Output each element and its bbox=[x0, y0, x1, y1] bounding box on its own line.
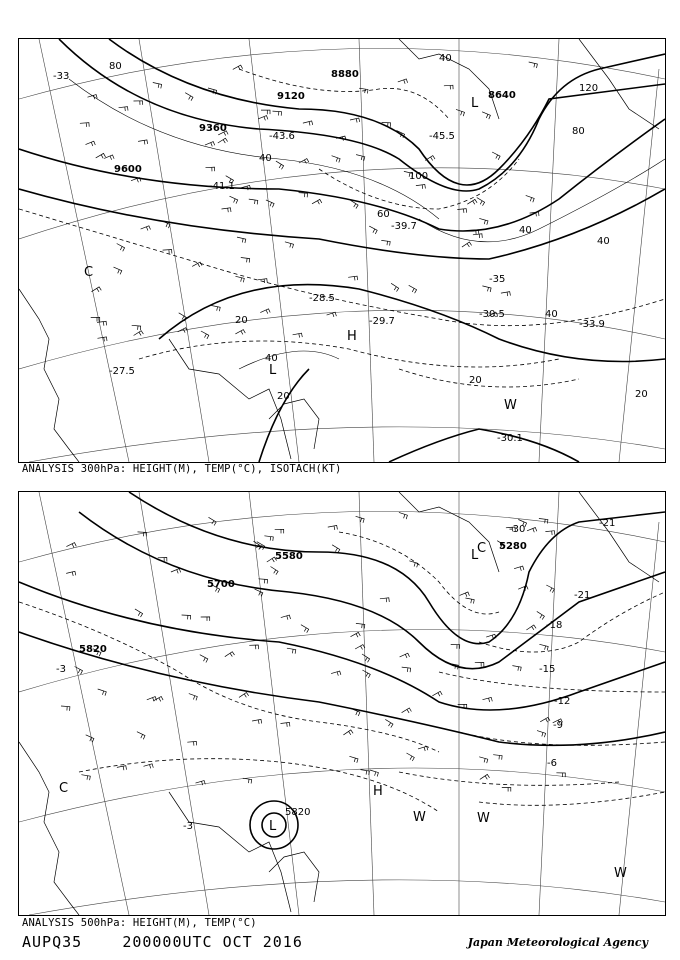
wind-barb bbox=[537, 611, 545, 619]
temp-label: -9 bbox=[553, 720, 563, 731]
wind-barb bbox=[457, 209, 466, 213]
height-label-9360: 9360 bbox=[199, 123, 227, 134]
wind-barb bbox=[285, 242, 294, 248]
temp-label: -45.5 bbox=[429, 131, 455, 142]
temp-label: -28.5 bbox=[309, 293, 335, 304]
wind-barb bbox=[369, 226, 377, 234]
wind-barb bbox=[179, 313, 187, 321]
wind-barb bbox=[529, 62, 538, 68]
low-pressure-marker: L bbox=[269, 363, 277, 378]
temp-label: -35 bbox=[489, 274, 506, 285]
wind-barb bbox=[526, 625, 536, 630]
map-panel-300hpa bbox=[18, 38, 666, 463]
wind-barb bbox=[332, 156, 341, 163]
wind-barb bbox=[233, 65, 243, 70]
isotach-label: 40 bbox=[439, 53, 452, 64]
wind-barb bbox=[134, 101, 143, 105]
map-300hpa-svg bbox=[19, 39, 665, 462]
wind-barb bbox=[312, 199, 322, 204]
wind-barb bbox=[482, 112, 490, 119]
wind-barb bbox=[444, 85, 453, 89]
wind-barb bbox=[98, 337, 108, 341]
temp-label: -30 bbox=[509, 524, 526, 535]
wind-barb bbox=[61, 706, 70, 711]
wind-barb bbox=[482, 286, 491, 292]
wind-barb bbox=[225, 652, 235, 657]
isotach-label: 20 bbox=[235, 315, 248, 326]
wind-barb bbox=[249, 199, 258, 204]
wind-barb bbox=[409, 285, 417, 293]
wind-barb bbox=[92, 287, 102, 292]
isotach-label: 20 bbox=[277, 391, 290, 402]
wind-barb bbox=[271, 567, 279, 575]
wind-barb bbox=[328, 525, 338, 530]
wind-barb bbox=[479, 218, 488, 224]
wind-barb bbox=[432, 691, 442, 696]
wind-barb bbox=[409, 561, 418, 568]
wind-barb bbox=[502, 787, 511, 791]
wind-barb bbox=[465, 598, 474, 604]
wind-barb bbox=[467, 199, 477, 204]
wind-barb bbox=[276, 161, 284, 169]
wind-barb bbox=[211, 306, 220, 312]
wind-barb bbox=[281, 615, 291, 620]
caption-300hpa: ANALYSIS 300hPa: HEIGHT(M), TEMP(°C), ISOTACH(KT) bbox=[22, 463, 342, 475]
wind-barb bbox=[98, 689, 107, 696]
wind-barb bbox=[293, 333, 303, 338]
warm-marker: W bbox=[477, 811, 490, 826]
wind-barb bbox=[236, 276, 245, 282]
isotachs bbox=[69, 79, 665, 369]
temp-label: -29.7 bbox=[369, 316, 395, 327]
wind-barb bbox=[237, 237, 246, 243]
wind-barb bbox=[119, 107, 128, 111]
wind-barb bbox=[235, 330, 245, 335]
wind-barb bbox=[402, 667, 411, 672]
temp-label: -30.5 bbox=[479, 309, 505, 320]
wind-barb bbox=[492, 152, 500, 160]
wind-barb bbox=[144, 764, 154, 769]
wind-barb bbox=[138, 140, 148, 145]
height-label-9600: 9600 bbox=[114, 164, 142, 175]
wind-barb bbox=[141, 226, 151, 231]
wind-barb bbox=[201, 331, 209, 339]
wind-barb bbox=[201, 617, 210, 621]
wind-barb bbox=[266, 200, 274, 207]
low-pressure-marker: L bbox=[269, 819, 277, 834]
wind-barb bbox=[86, 141, 96, 146]
wind-barb bbox=[362, 654, 370, 662]
isotach-label: 40 bbox=[519, 225, 532, 236]
wind-barb bbox=[239, 693, 249, 698]
temp-label: -3 bbox=[183, 821, 193, 832]
isotach-label: 120 bbox=[579, 83, 599, 94]
wind-barb bbox=[385, 719, 393, 727]
isotherms bbox=[19, 69, 665, 387]
height-label-5280: 5280 bbox=[499, 541, 527, 552]
wind-barb bbox=[493, 755, 502, 760]
wind-barb bbox=[501, 292, 511, 297]
height-label-5700: 5700 bbox=[207, 579, 235, 590]
high-pressure-marker: H bbox=[347, 329, 357, 344]
cold-marker: C bbox=[477, 541, 487, 556]
wind-barb bbox=[117, 766, 127, 771]
wind-barb bbox=[192, 262, 202, 267]
low-pressure-marker: L bbox=[471, 96, 479, 111]
wind-barb bbox=[147, 697, 157, 702]
wind-barb bbox=[258, 279, 267, 283]
wind-barb bbox=[171, 569, 181, 574]
wind-barb bbox=[402, 708, 412, 713]
wind-barb bbox=[205, 142, 215, 147]
wind-barb bbox=[182, 615, 191, 620]
wind-barb bbox=[258, 116, 268, 121]
wind-barb bbox=[264, 536, 273, 541]
wind-barb bbox=[425, 156, 435, 161]
wind-barb bbox=[153, 83, 162, 89]
wind-barb bbox=[260, 309, 270, 314]
cold-marker: C bbox=[84, 265, 94, 280]
wind-barb bbox=[400, 653, 410, 658]
chart-code: AUPQ35 bbox=[22, 933, 83, 951]
height-label-5580: 5580 bbox=[275, 551, 303, 562]
wind-barb bbox=[96, 153, 106, 158]
wind-barb bbox=[351, 632, 361, 637]
height-label-5820-low: 5820 bbox=[285, 807, 311, 818]
wind-barb bbox=[301, 625, 309, 633]
wind-barb bbox=[243, 778, 252, 783]
map-panel-500hpa bbox=[18, 491, 666, 916]
wind-barb bbox=[479, 757, 488, 763]
temp-label: -6 bbox=[547, 758, 557, 769]
wind-barb bbox=[512, 666, 521, 672]
wind-barb bbox=[281, 722, 290, 726]
wind-barb bbox=[398, 79, 408, 84]
wind-barb bbox=[343, 730, 353, 735]
isotach-label: 40 bbox=[265, 353, 278, 364]
wind-barb bbox=[261, 110, 270, 114]
wind-barb bbox=[451, 645, 460, 649]
temp-label: -33 bbox=[53, 71, 70, 82]
height-label-5820: 5820 bbox=[79, 644, 107, 655]
wind-barb bbox=[200, 655, 208, 663]
wind-barb bbox=[546, 585, 554, 593]
wind-barb bbox=[350, 118, 360, 123]
temp-label: -15 bbox=[539, 664, 556, 675]
wind-barb bbox=[230, 196, 238, 203]
wind-barb bbox=[418, 746, 428, 751]
wind-barb bbox=[518, 586, 528, 591]
isotach-label: 40 bbox=[597, 236, 610, 247]
high-pressure-marker: H bbox=[373, 784, 383, 799]
graticule bbox=[19, 39, 665, 462]
wind-barb bbox=[526, 195, 535, 202]
wind-barb bbox=[545, 531, 554, 535]
wind-barb bbox=[153, 697, 163, 702]
cold-marker: C bbox=[59, 781, 69, 796]
wind-barbs bbox=[61, 512, 565, 791]
wind-barb bbox=[349, 756, 358, 763]
wind-barb bbox=[462, 242, 472, 247]
wind-barb bbox=[456, 109, 465, 116]
caption-500hpa: ANALYSIS 500hPa: HEIGHT(M), TEMP(°C) bbox=[22, 917, 257, 929]
wind-barb bbox=[66, 543, 76, 548]
isotach-label: 20 bbox=[469, 375, 482, 386]
wind-barb bbox=[132, 325, 141, 330]
isotach-label: 80 bbox=[109, 61, 122, 72]
wind-barb bbox=[80, 123, 89, 127]
wind-barb bbox=[303, 121, 313, 126]
wind-barb bbox=[370, 770, 379, 777]
wind-barb bbox=[539, 644, 548, 650]
wind-barb bbox=[483, 697, 493, 702]
wind-barb bbox=[222, 208, 232, 212]
warm-marker: W bbox=[504, 398, 517, 413]
wind-barb bbox=[480, 774, 490, 779]
chart-identifier bbox=[22, 933, 303, 951]
wind-barb bbox=[218, 138, 228, 143]
temp-label: -33.9 bbox=[579, 319, 605, 330]
wind-barb bbox=[134, 331, 144, 336]
isotach-label: 40 bbox=[259, 153, 272, 164]
wind-barb bbox=[252, 719, 262, 724]
wind-barb bbox=[187, 741, 196, 745]
coastline bbox=[19, 39, 659, 462]
wind-barb bbox=[527, 528, 537, 533]
wind-barb bbox=[475, 663, 484, 667]
wind-barb bbox=[361, 770, 370, 775]
temp-label: -21 bbox=[574, 590, 591, 601]
wind-barb bbox=[362, 670, 370, 678]
warm-marker: W bbox=[614, 866, 627, 881]
temp-label: -12 bbox=[554, 696, 571, 707]
wind-barb bbox=[86, 735, 94, 743]
wind-barb bbox=[391, 283, 399, 291]
wind-barb bbox=[473, 234, 482, 238]
wind-barb bbox=[399, 512, 408, 519]
wind-barb bbox=[135, 609, 143, 617]
height-label-9120: 9120 bbox=[277, 91, 305, 102]
wind-barb bbox=[255, 589, 263, 596]
wind-barb bbox=[137, 732, 145, 740]
wind-barb bbox=[537, 731, 546, 738]
wind-barb bbox=[249, 645, 258, 649]
wind-barb bbox=[75, 667, 83, 675]
wind-barb bbox=[209, 517, 217, 525]
wind-barb bbox=[299, 193, 308, 198]
isotach-label: 40 bbox=[545, 309, 558, 320]
wind-barb bbox=[241, 258, 250, 263]
temp-label: -3 bbox=[56, 664, 66, 675]
wind-barb bbox=[88, 95, 98, 100]
warm-marker: W bbox=[413, 810, 426, 825]
agency-credit: Japan Meteorological Agency bbox=[467, 936, 648, 949]
wind-barb bbox=[331, 671, 341, 676]
height-label-8880: 8880 bbox=[331, 69, 359, 80]
wind-barb bbox=[355, 645, 365, 650]
height-label-8640: 8640 bbox=[488, 90, 516, 101]
wind-barb bbox=[97, 321, 106, 325]
temp-label: -43.6 bbox=[269, 131, 295, 142]
wind-barb bbox=[206, 167, 215, 171]
wind-barb bbox=[407, 753, 415, 761]
wind-barb bbox=[460, 592, 470, 597]
wind-barb bbox=[114, 267, 122, 274]
temp-label: -30.1 bbox=[497, 433, 523, 444]
wind-barb bbox=[117, 244, 125, 252]
wind-barb bbox=[348, 276, 357, 280]
low-pressure-marker: L bbox=[471, 548, 479, 563]
temp-label: -41.1 bbox=[209, 181, 235, 192]
temp-label: -18 bbox=[546, 620, 563, 631]
wind-barb bbox=[66, 571, 76, 576]
height-contours bbox=[19, 39, 665, 462]
valid-time: 200000UTC OCT 2016 bbox=[122, 933, 303, 951]
wind-barb bbox=[185, 93, 193, 101]
isotach-label: 100 bbox=[409, 171, 429, 182]
wind-barb bbox=[514, 566, 524, 571]
wind-barb bbox=[380, 598, 389, 602]
isotach-label: 20 bbox=[635, 389, 648, 400]
wind-barb bbox=[477, 198, 485, 206]
isotach-label: 60 bbox=[377, 209, 390, 220]
wind-barb bbox=[275, 529, 284, 533]
temp-label: -39.7 bbox=[391, 221, 417, 232]
wind-barb bbox=[416, 185, 426, 189]
temp-label: -27.5 bbox=[109, 366, 135, 377]
wind-barb bbox=[189, 694, 198, 701]
map-500hpa-svg bbox=[19, 492, 665, 915]
wind-barb bbox=[287, 648, 296, 654]
wind-barb bbox=[381, 240, 390, 245]
height-contours bbox=[19, 492, 665, 849]
wind-barb bbox=[273, 111, 282, 116]
wind-barb bbox=[104, 155, 114, 160]
wind-barb bbox=[81, 775, 90, 781]
isotach-label: 80 bbox=[572, 126, 585, 137]
temp-label: -21 bbox=[599, 518, 616, 529]
